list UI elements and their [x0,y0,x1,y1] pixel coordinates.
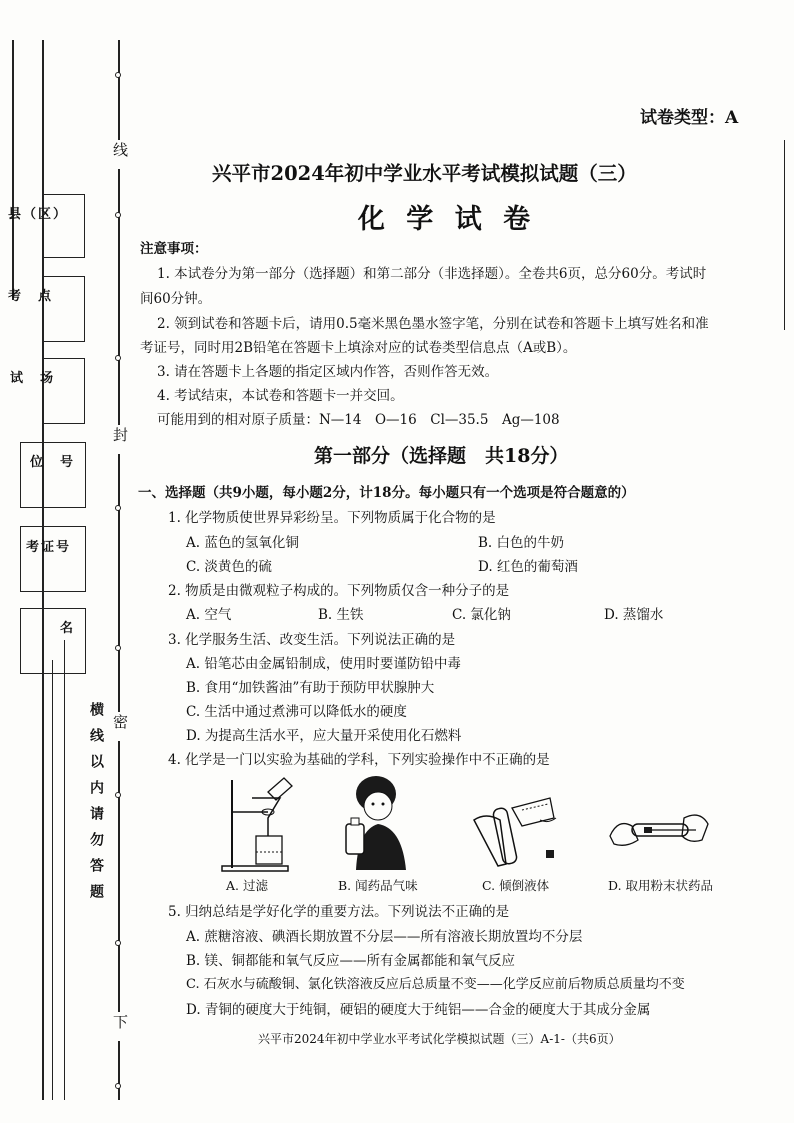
field-exam-room-box[interactable] [42,358,85,424]
q3-option-c[interactable]: C. 生活中通过煮沸可以降低水的硬度 [186,704,407,720]
note-line: 3. 请在答题卡上各题的指定区域内作答，否则作答无效。 [157,364,499,380]
q1-option-a[interactable]: A. 蓝色的氢氧化铜 [186,535,299,551]
question-5-stem: 5. 归纳总结是学好化学的重要方法。下列说法不正确的是 [168,904,510,920]
q4-option-c[interactable]: C. 倾倒液体 [482,878,550,893]
field-exam-id: 考证号 [26,540,72,555]
part1-title: 第一部分（选择题 共18分） [314,445,569,467]
field-seat: 位 号 [30,455,76,470]
margin-bottom-label: 下 [111,1014,129,1039]
filtration-illustration [218,774,298,874]
q3-option-b[interactable]: B. 食用“加铁酱油”有助于预防甲状腺肿大 [186,680,435,696]
q2-option-a[interactable]: A. 空气 [186,607,232,623]
field-exam-site-box[interactable] [42,276,85,342]
margin-circle [115,72,121,78]
powder-illustration [604,800,714,860]
margin-circle [115,505,121,511]
margin-seal-label: 封 [111,427,129,452]
question-3-stem: 3. 化学服务生活、改变生活。下列说法正确的是 [168,632,456,648]
paper-type: 试卷类型：A [640,108,739,128]
note-line: 4. 考试结束，本试卷和答题卡一并交回。 [157,388,404,404]
section-heading: 一、选择题（共9小题，每小题2分，计18分。每小题只有一个选项是符合题意的） [138,485,635,501]
q5-option-a[interactable]: A. 蔗糖溶液、碘酒长期放置不分层——所有溶液长期放置均不分层 [186,929,583,945]
field-exam-site: 考 点 [8,289,54,304]
question-2-stem: 2. 物质是由微观粒子构成的。下列物质仅含一种分子的是 [168,583,510,599]
q2-option-c[interactable]: C. 氯化钠 [452,607,511,623]
exam-title: 兴平市2024年初中学业水平考试模拟试题（三） [212,162,637,185]
q5-option-c[interactable]: C. 石灰水与硫酸铜、氯化铁溶液反应后总质量不变——化学反应前后物质总质量均不变 [186,977,685,992]
atomic-masses: 可能用到的相对原子质量：N—14 O—16 Cl—35.5 Ag—108 [157,412,560,428]
field-name: 名 [60,621,76,636]
margin-line-inner-2 [64,640,65,1100]
q5-option-b[interactable]: B. 镁、铜都能和氧气反应——所有金属都能和氧气反应 [186,953,516,969]
subject-title: 化 学 试 卷 [357,204,537,235]
q1-option-c[interactable]: C. 淡黄色的硫 [186,559,272,575]
question-1-stem: 1. 化学物质使世界异彩纷呈。下列物质属于化合物的是 [168,510,496,526]
q3-option-a[interactable]: A. 铅笔芯由金属铅制成，使用时要谨防铅中毒 [186,656,461,672]
margin-line-inner [52,660,53,1100]
q5-option-d[interactable]: D. 青铜的硬度大于纯铜，硬铝的硬度大于纯铝——合金的硬度大于其成分金属 [186,1002,651,1018]
q1-option-b[interactable]: B. 白色的牛奶 [478,535,565,551]
notes-heading: 注意事项： [140,241,208,257]
q2-option-b[interactable]: B. 生铁 [318,607,364,623]
margin-circle [115,792,121,798]
note-line: 1. 本试卷分为第一部分（选择题）和第二部分（非选择题）。全卷共6页，总分60分。考试时 [157,266,707,282]
margin-circle [115,645,121,651]
q3-option-d[interactable]: D. 为提高生活水平，应大量开采使用化石燃料 [186,728,462,744]
field-name-box[interactable] [20,608,86,674]
margin-line-label: 线 [111,142,129,167]
pouring-illustration [462,790,562,870]
q2-option-d[interactable]: D. 蒸馏水 [604,607,664,623]
field-exam-room: 试 场 [10,371,56,386]
page-footer: 兴平市2024年初中学业水平考试化学模拟试题（三）A-1-（共6页） [258,1032,621,1046]
field-seat-box[interactable] [20,442,86,508]
q4-option-b[interactable]: B. 闻药品气味 [338,878,418,893]
note-line: 间60分钟。 [140,291,212,307]
smell-illustration [340,772,420,872]
q4-option-a[interactable]: A. 过滤 [226,878,268,893]
margin-line-outer [12,40,14,300]
question-4-stem: 4. 化学是一门以实验为基础的学科，下列实验操作中不正确的是 [168,752,550,768]
margin-circle [115,1083,121,1089]
q1-option-d[interactable]: D. 红色的葡萄酒 [478,559,578,575]
margin-circle [115,355,121,361]
field-county: 县（区） [8,207,69,222]
field-exam-id-box[interactable] [20,526,86,592]
q4-option-d[interactable]: D. 取用粉末状药品 [608,878,714,893]
margin-warning-text: 横线以内请勿答题 [88,702,104,910]
note-line: 考证号，同时用2B铅笔在答题卡上填涂对应的试卷类型信息点（A或B）。 [140,340,577,356]
margin-secret-label: 密 [111,714,129,739]
margin-circle [115,940,121,946]
note-line: 2. 领到试卷和答题卡后，请用0.5毫米黑色墨水签字笔，分别在试卷和答题卡上填写姓名和准 [157,316,709,332]
